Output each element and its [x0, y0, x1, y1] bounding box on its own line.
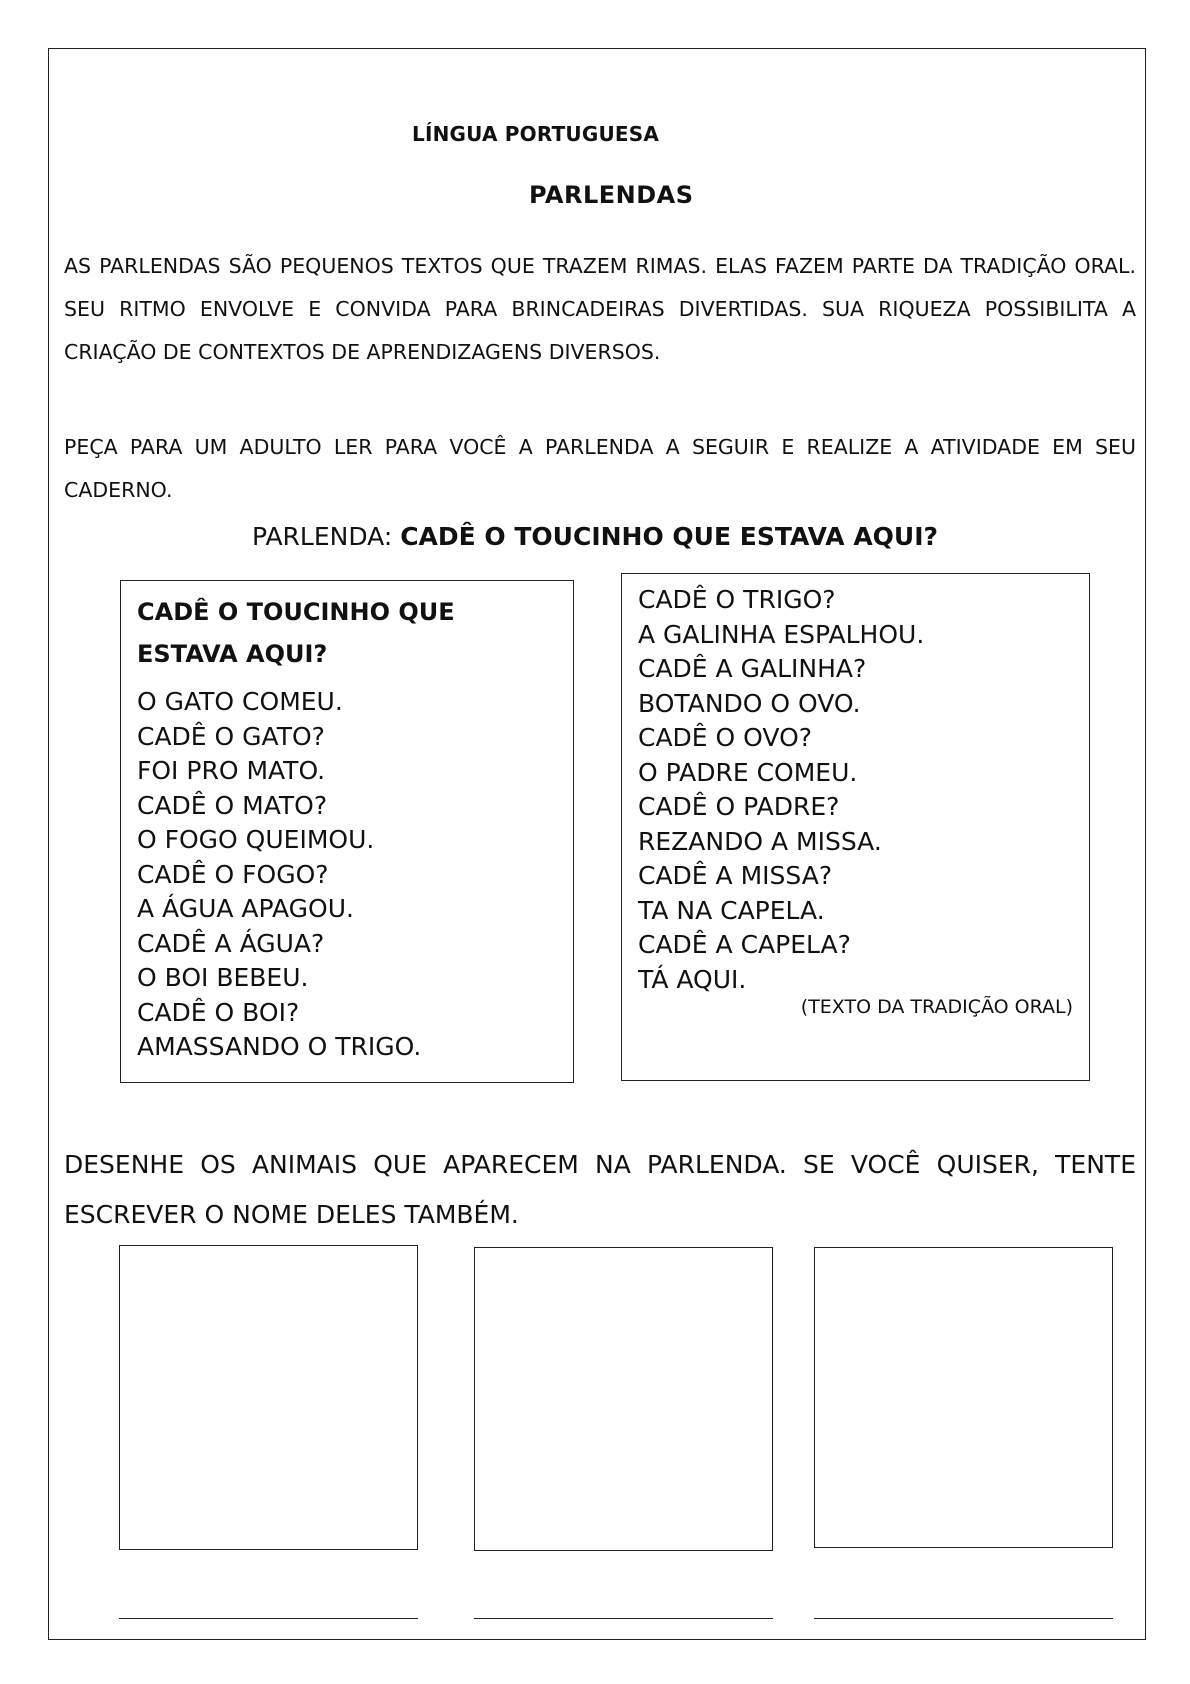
- drawing-task: DESENHE OS ANIMAIS QUE APARECEM NA PARLENDA. SE VOCÊ QUISER, TENTE ESCREVER O NOME DELES TAMBÉM.: [64, 1150, 1136, 1229]
- drawing-box-1[interactable]: [119, 1245, 418, 1550]
- verse: CADÊ A CAPELA?: [638, 930, 851, 959]
- verse: O FOGO QUEIMOU.: [137, 825, 375, 854]
- subject-heading: LÍNGUA PORTUGUESA: [412, 122, 660, 146]
- intro-paragraph: AS PARLENDAS SÃO PEQUENOS TEXTOS QUE TRAZEM RIMAS. ELAS FAZEM PARTE DA TRADIÇÃO ORAL. SEU RITMO ENVOLVE E CONVIDA PARA BRINCADEIRAS DIVERTIDAS. SUA RIQUEZA POSSIBILITA A CRIAÇÃO DE CONTEXTOS DE APRENDIZAGENS DIVERSOS.: [64, 254, 1136, 364]
- verse: CADÊ O BOI?: [137, 997, 300, 1027]
- verse: A ÁGUA APAGOU.: [137, 894, 354, 923]
- verse: TÁ AQUI.: [638, 964, 747, 994]
- verse: A GALINHA ESPALHOU.: [638, 619, 925, 649]
- verse: CADÊ O GATO?: [137, 721, 325, 751]
- verse: CADÊ A GALINHA?: [638, 654, 867, 683]
- verse: CADÊ A MISSA?: [638, 861, 833, 890]
- verse: O BOI BEBEU.: [137, 963, 309, 992]
- poem-title-line-2: ESTAVA AQUI?: [137, 640, 328, 668]
- verse: AMASSANDO O TRIGO.: [137, 1032, 422, 1061]
- poem-box-right: [621, 573, 1090, 1081]
- verse: O PADRE COMEU.: [638, 757, 858, 787]
- poem-source: (TEXTO DA TRADIÇÃO ORAL): [800, 996, 1073, 1018]
- instruction-paragraph: PEÇA PARA UM ADULTO LER PARA VOCÊ A PARLENDA A SEGUIR E REALIZE A ATIVIDADE EM SEU CADERNO.: [64, 435, 1136, 502]
- verse: CADÊ A ÁGUA?: [137, 928, 325, 958]
- poem-title: [137, 591, 573, 675]
- name-line-1[interactable]: [119, 1618, 418, 1619]
- poem-title-line-1: CADÊ O TOUCINHO QUE: [137, 598, 455, 626]
- name-line-2[interactable]: [474, 1618, 773, 1619]
- verse: CADÊ O PADRE?: [638, 792, 840, 821]
- verse: CADÊ O OVO?: [638, 723, 813, 752]
- verse: CADÊ O FOGO?: [137, 859, 329, 889]
- parlenda-heading-name: CADÊ O TOUCINHO QUE ESTAVA AQUI?: [400, 522, 939, 551]
- drawing-box-2[interactable]: [474, 1247, 773, 1551]
- verse: TA NA CAPELA.: [638, 895, 825, 925]
- verse: O GATO COMEU.: [137, 687, 343, 716]
- verse: REZANDO A MISSA.: [638, 826, 882, 856]
- verse: BOTANDO O OVO.: [638, 688, 861, 718]
- page-title: PARLENDAS: [529, 181, 694, 209]
- verse: FOI PRO MATO.: [137, 756, 326, 785]
- verse: CADÊ O TRIGO?: [638, 585, 836, 614]
- verse: CADÊ O MATO?: [137, 790, 328, 820]
- parlenda-heading: [0, 522, 1190, 551]
- name-line-3[interactable]: [814, 1618, 1113, 1619]
- poem-box-left: [120, 580, 574, 1083]
- parlenda-heading-prefix: PARLENDA:: [251, 522, 401, 551]
- drawing-box-3[interactable]: [814, 1247, 1113, 1548]
